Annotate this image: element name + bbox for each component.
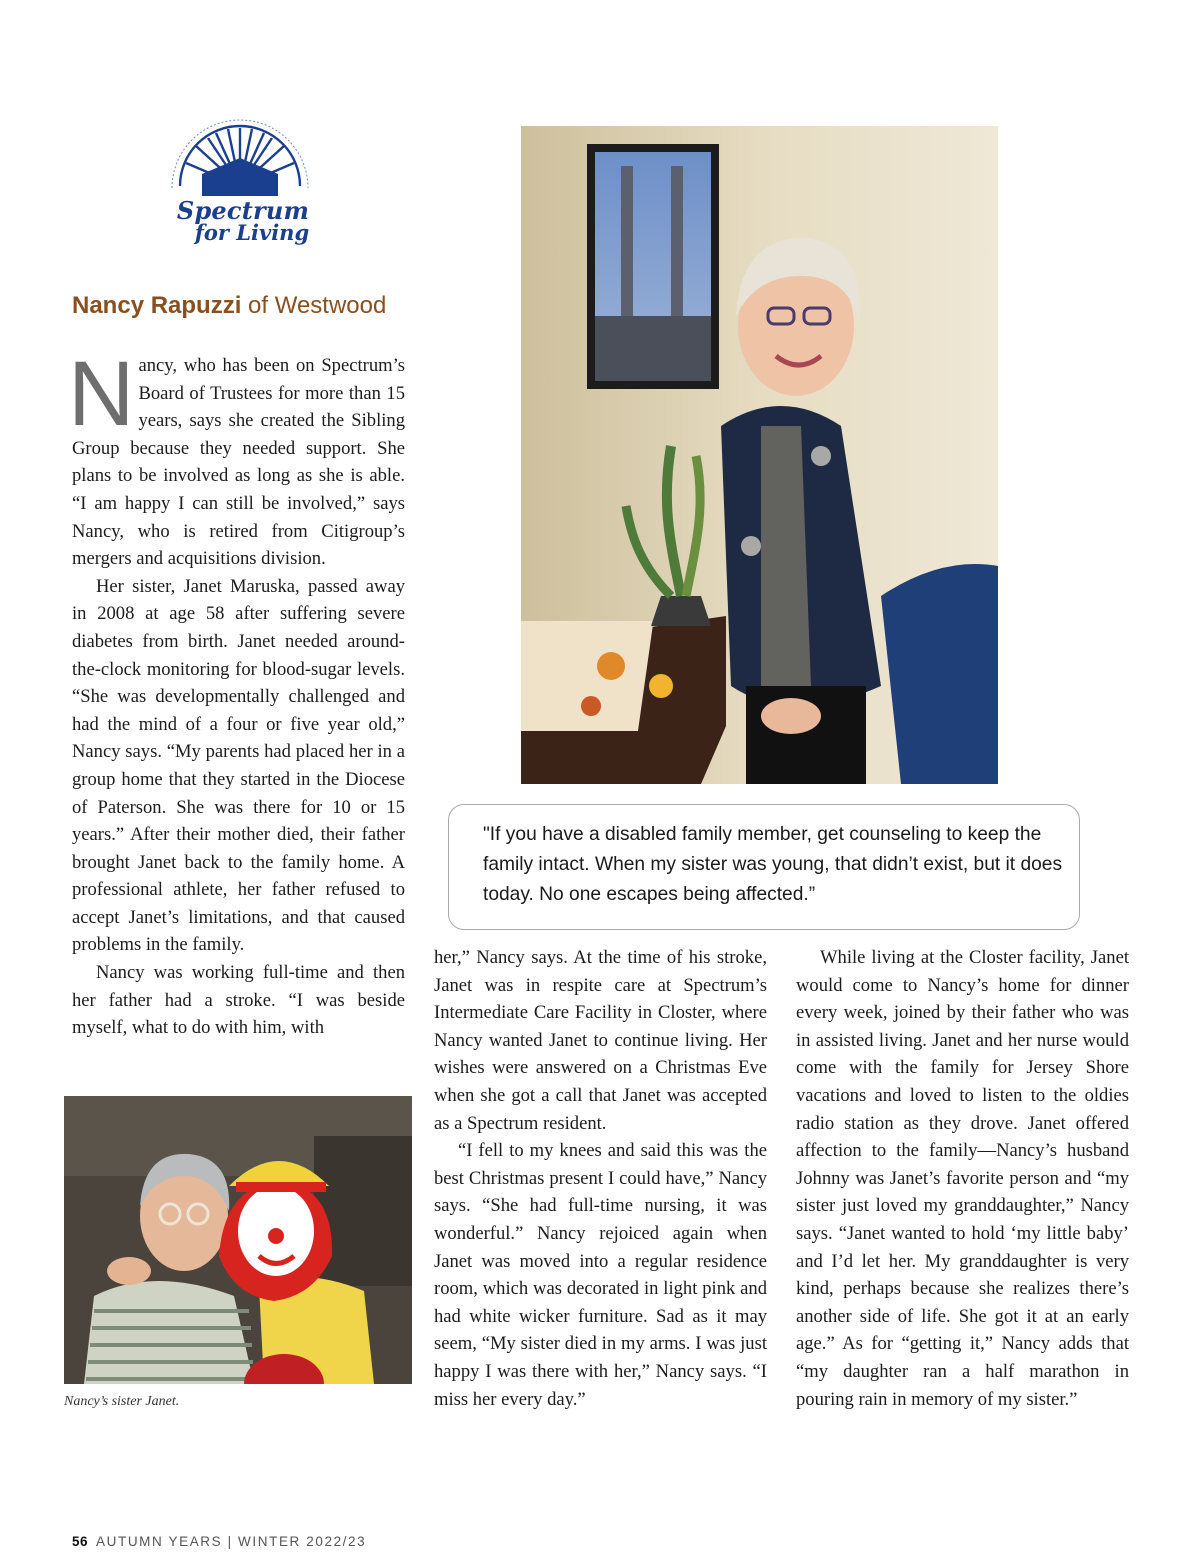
photo-caption: Nancy’s sister Janet.: [64, 1394, 180, 1409]
paragraph: Nancy, who has been on Spectrum’s Board of Trustees for more than 15 years, says she created the Sibling Group because they needed support. She plans to be involved as long as she is able. “I am happy I can still be involved,” says Nancy, who is retired from Citigroup’s mergers and acquisitions division.: [68, 343, 405, 570]
paragraph: “I fell to my knees and said this was the best Christmas present I could have,” Nancy says. “She had full-time nursing, it was wonderful.” Nancy rejoiced again when Janet was moved into a regular residence room, which was decorated in light pink and had white wicker furniture. Sad as it may seem, “My sister died in my arms. I was just happy I was there with her,” Nancy says. “I miss her every day.”: [434, 1140, 767, 1410]
article-headline: [72, 292, 412, 320]
drop-cap: N: [68, 343, 135, 445]
page-number: 56: [72, 1534, 89, 1549]
logo-text-spectrum: Spectrum: [176, 196, 310, 225]
paragraph: Nancy was working full-time and then her father had a stroke. “I was beside myself, what to do with him, with: [72, 962, 405, 1039]
page-footer: [72, 1534, 366, 1549]
logo-text-for-living: for Living: [194, 220, 310, 245]
photo-janet-with-clown: [64, 1096, 412, 1384]
logo-sunburst-icon: [150, 108, 330, 208]
article-column-2: [434, 944, 767, 1413]
photo-nancy-rapuzzi: [521, 126, 998, 784]
paragraph: While living at the Closter facility, Janet would come to Nancy’s home for dinner every week, joined by their father who was in assisted living. Janet and her nurse would come with the family for Jersey Shore vacations and loved to listen to the oldies radio station as they drove. Janet offered affection to the family—Nancy’s husband Johnny was Janet’s favorite person and “my sister just loved my granddaughter,” Nancy says. “Janet wanted to hold ‘my little baby’ and I’d let her. My granddaughter is very kind, perhaps because she realizes there’s another side of life. She got it at an early age.” As for “getting it,” Nancy adds that “my daughter ran a half marathon in pouring rain in memory of my sister.”: [796, 947, 1129, 1410]
paragraph: Her sister, Janet Maruska, passed away in 2008 at age 58 after suffering severe diabetes from birth. Janet needed around-the-clock monitoring for blood-sugar levels. “She was developmentally challenged and had the mind of a four or five year old,” Nancy says. “My parents had placed her in a group home that they started in the Diocese of Paterson. She was there for 10 or 15 years.” After their mother died, their father brought Janet back to the family home. A professional athlete, her father refused to accept Janet’s limitations, and that caused problems in the family.: [72, 575, 405, 956]
article-column-3: [796, 944, 1129, 1413]
pull-quote-text: "If you have a disabled family member, get counseling to keep the family intact. When my sister was young, that didn’t exist, but it does today. No one escapes being affected.”: [483, 824, 1063, 905]
article-column-1: [68, 343, 405, 1042]
spectrum-logo: [150, 108, 330, 250]
headline-place: of Westwood: [248, 292, 387, 319]
pull-quote-box: [448, 804, 1080, 930]
publication-info: AUTUMN YEARS | WINTER 2022/23: [96, 1534, 367, 1549]
headline-name: Nancy Rapuzzi: [72, 292, 242, 319]
paragraph: her,” Nancy says. At the time of his stroke, Janet was in respite care at Spectrum’s Intermediate Care Facility in Closter, where Nancy wanted Janet to continue living. Her wishes were answered on a Christmas Eve when she got a call that Janet was accepted as a Spectrum resident.: [434, 947, 767, 1134]
